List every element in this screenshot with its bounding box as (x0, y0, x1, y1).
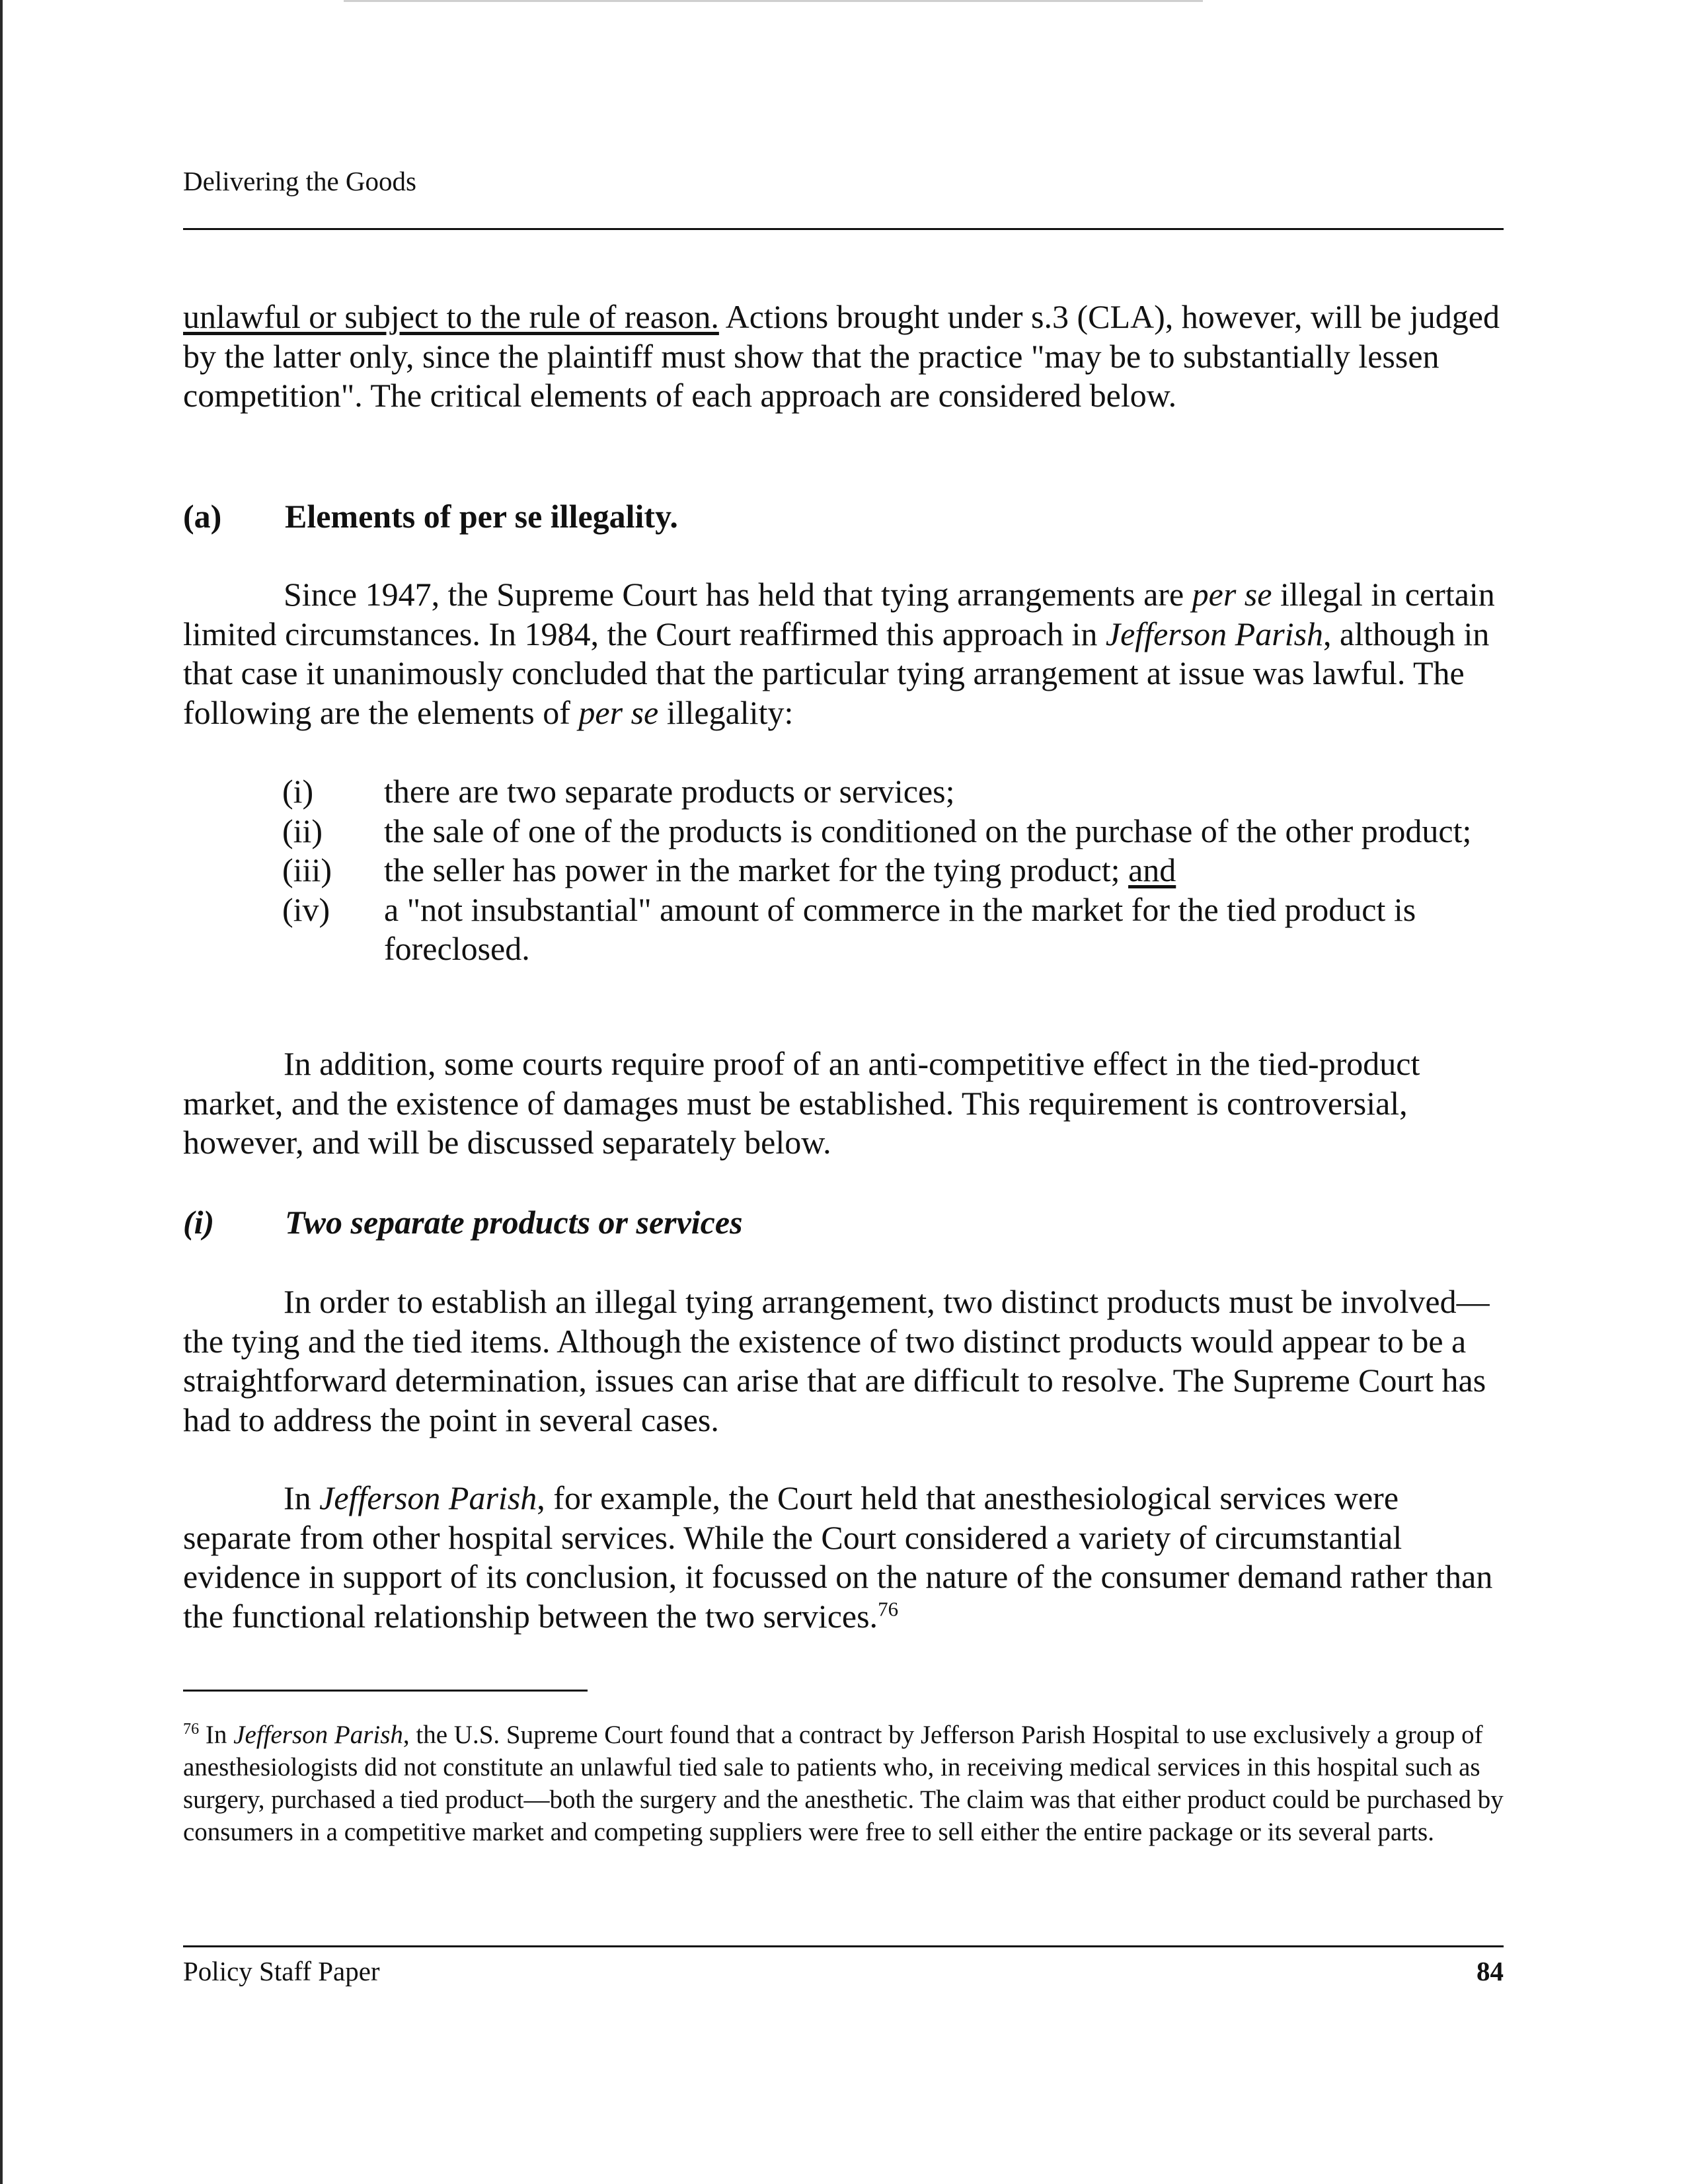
italic-term: per se (578, 693, 659, 731)
list-text (384, 851, 1505, 890)
scan-edge-line (0, 0, 3, 2184)
text-run: In (199, 1721, 234, 1749)
underlined-phrase: unlawful or subject to the rule of reason. (183, 298, 719, 335)
section-title: Two separate products or services (285, 1204, 743, 1241)
italic-term: per se (1192, 576, 1272, 613)
footnote-reference: 76 (878, 1596, 899, 1620)
case-name: Jefferson Parish (233, 1721, 403, 1749)
footnote-rule (183, 1690, 588, 1692)
list-text: there are two separate products or services; (384, 773, 955, 810)
paragraph-intro-text: Actions brought under s.3 (CLA), however, will be judged by the latter only, since the plaintiff must show that the practice "may be to substantially lessen competition". The critical elements of each approach are considered below. (183, 298, 1500, 414)
text-run: , although in that case it unanimously concluded that the particular tying arrangement at issue was lawful. The following are the elements of (183, 615, 1490, 731)
text-run: , for example, the Court held that anesthesiological services were separate from other hospital services. While the Court considered a variety of circumstantial evidence in support of its conclusion, it focussed on the nature of the consumer demand rather than the functional relationship between the two services. (183, 1479, 1493, 1635)
footnote (183, 1719, 1504, 1848)
section-heading-i (183, 1203, 743, 1241)
footnote-marker: 76 (183, 1720, 200, 1738)
footer-title: Policy Staff Paper (183, 1956, 380, 1986)
paragraph-two-products: In order to establish an illegal tying arrangement, two distinct products must be involved—the tying and the tied items. Although the existence of two distinct products would appear to be a straightforward determination, issues can arise that are difficult to resolve. The Supreme Court has had to address the point in several cases. (183, 1283, 1490, 1438)
list-text: the sale of one of the products is conditioned on the purchase of the other product; (384, 812, 1472, 849)
running-head: Delivering the Goods (183, 166, 416, 196)
text-run: illegality: (658, 693, 794, 731)
list-item (282, 851, 1505, 890)
list-item (282, 812, 1505, 851)
section-number: (i) (183, 1204, 215, 1241)
list-number: (iii) (282, 851, 332, 888)
list-item (282, 772, 1505, 812)
list-number: (iv) (282, 890, 330, 928)
list-item (282, 890, 1505, 969)
section-heading-a (183, 497, 678, 535)
section-number: (a) (183, 498, 222, 535)
list-number: (i) (282, 773, 314, 810)
underlined-word: and (1128, 851, 1176, 888)
text-run: In (284, 1479, 320, 1516)
scan-top-artifact (344, 0, 1203, 2)
text-run: the seller has power in the market for the tying product; (384, 851, 1129, 888)
paragraph-intro (183, 297, 1505, 416)
page-number: 84 (1477, 1956, 1504, 1986)
section-title: Elements of per se illegality. (285, 498, 678, 535)
list-text: a "not insubstantial" amount of commerce in the market for the tied product is foreclosed. (384, 890, 1416, 967)
text-run: illegal in certain limited circumstances. In 1984, the Court reaffirmed this approach in (183, 576, 1495, 652)
paragraph-additional: In addition, some courts require proof of an anti-competitive effect in the tied-product market, and the existence of damages must be established. This requirement is controversial, however, and will be discussed separately below. (183, 1045, 1420, 1161)
footer-rule (183, 1945, 1504, 1947)
case-name: Jefferson Parish (319, 1479, 537, 1516)
elements-list (282, 772, 1505, 969)
text-run: , the U.S. Supreme Court found that a contract by Jefferson Parish Hospital to use exclusively a group of anesthesiologists did not constitute an unlawful tied sale to patients who, in receiving medical services in this hospital such as surgery, purchased a tied product—both the surgery and the anesthetic. The claim was that either product could be purchased by consumers in a competitive market and competing suppliers were free to sell either the entire package or its several parts. (183, 1721, 1504, 1846)
paragraph-per-se (183, 575, 1505, 732)
paragraph-jefferson (183, 1479, 1505, 1636)
case-name: Jefferson Parish (1105, 615, 1324, 652)
list-number: (ii) (282, 812, 323, 849)
header-rule (183, 228, 1504, 230)
text-run: Since 1947, the Supreme Court has held that tying arrangements are (284, 576, 1192, 613)
